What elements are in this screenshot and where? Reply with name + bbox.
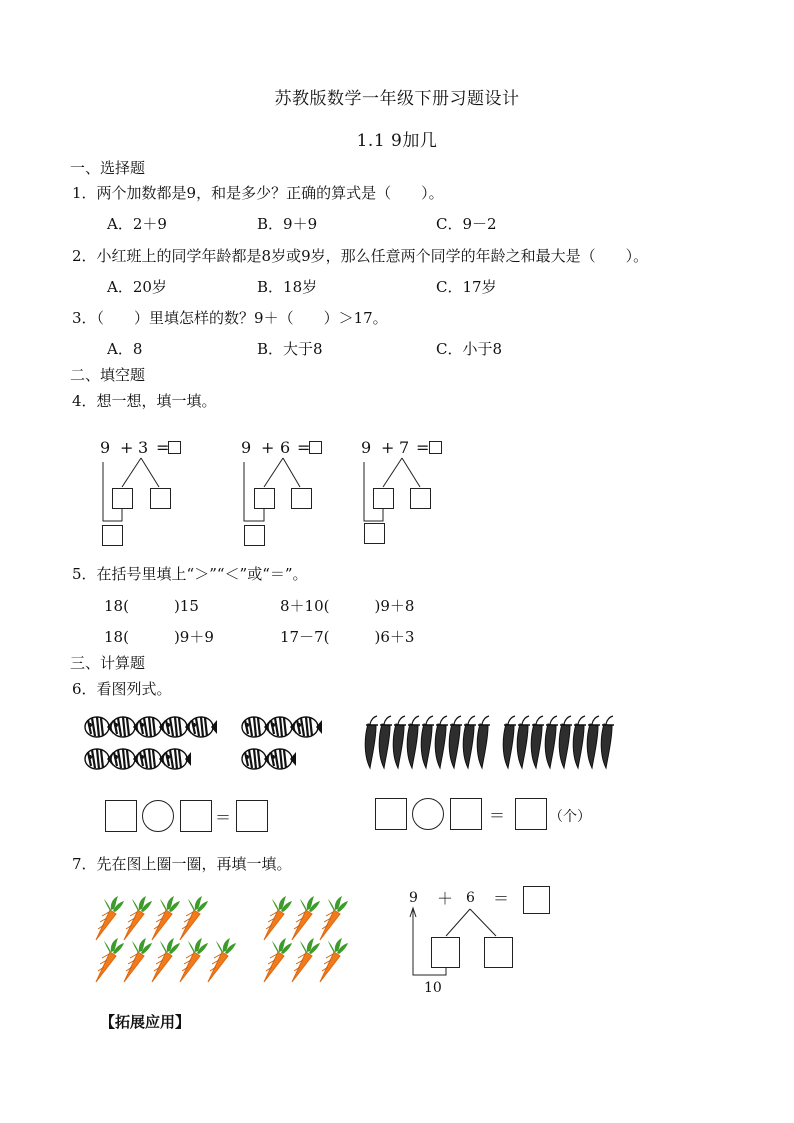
question-5-text: 5．在括号里填上“＞”“＜”或“＝”。: [72, 565, 308, 583]
q2-option-a: A．20岁: [107, 278, 167, 296]
q4-eq1-eq: =: [156, 438, 170, 457]
q4-eq2-eq: =: [297, 438, 311, 457]
q4-eq2-b: 6: [280, 438, 291, 457]
q4-eq1-a: 9: [100, 438, 111, 457]
page-title: 苏教版数学一年级下册习题设计: [274, 89, 520, 109]
section-heading-choice: 一、选择题: [70, 159, 146, 177]
q3-option-a: A．8: [107, 340, 143, 358]
q4-eq1-b: 3: [138, 438, 149, 457]
q6-left-equals: ＝: [215, 808, 232, 827]
q2-option-c: C．17岁: [436, 278, 497, 296]
q7-equals: ＝: [493, 889, 510, 908]
question-4-text: 4．想一想，填一填。: [72, 392, 217, 410]
q1-option-b: B．9＋9: [257, 215, 318, 233]
q7-plus: ＋: [437, 889, 454, 908]
q7-addend-a: 9: [409, 890, 418, 906]
extend-heading: 【拓展应用】: [100, 1013, 191, 1031]
q5-compare-2: 8＋10( )9＋8: [280, 597, 415, 615]
q4-eq2-a: 9: [241, 438, 252, 457]
q7-right-box[interactable]: [484, 937, 513, 968]
question-6-text: 6．看图列式。: [72, 680, 172, 698]
section-heading-calc: 三、计算题: [70, 654, 146, 672]
q7-ten-label: 10: [424, 980, 442, 996]
q4-eq3-op: +: [381, 438, 395, 457]
q3-option-b: B．大于8: [257, 340, 323, 358]
q7-left-box[interactable]: [431, 937, 460, 968]
q4-eq3-a: 9: [361, 438, 372, 457]
q7-addend-b: 6: [466, 890, 475, 906]
q6-right-equals: ＝: [489, 806, 506, 825]
question-3-text: 3．（ ）里填怎样的数？9＋（ ）＞17。: [72, 309, 388, 327]
q4-eq1-op: +: [120, 438, 134, 457]
section-heading-fill: 二、填空题: [70, 366, 146, 384]
q1-option-a: A．2＋9: [107, 215, 167, 233]
q4-eq3-eq: =: [416, 438, 430, 457]
q2-option-b: B．18岁: [257, 278, 318, 296]
q5-compare-1: 18( )15: [104, 597, 199, 615]
question-1-text: 1．两个加数都是9，和是多少？正确的算式是（ ）。: [72, 184, 444, 202]
q5-compare-4: 17－7( )6＋3: [280, 628, 415, 646]
question-2-text: 2．小红班上的同学年龄都是8岁或9岁，那么任意两个同学的年龄之和最大是（ ）。: [72, 247, 649, 265]
q3-option-c: C．小于8: [436, 340, 503, 358]
q5-compare-3: 18( )9＋9: [104, 628, 214, 646]
q4-eq3-b: 7: [399, 438, 410, 457]
q1-option-c: C．9－2: [436, 215, 497, 233]
page-subtitle: 1.1 9加几: [356, 131, 438, 151]
q6-unit-label: （个）: [549, 809, 591, 825]
q4-eq2-op: +: [261, 438, 275, 457]
question-7-text: 7．先在图上圈一圈，再填一填。: [72, 855, 292, 873]
